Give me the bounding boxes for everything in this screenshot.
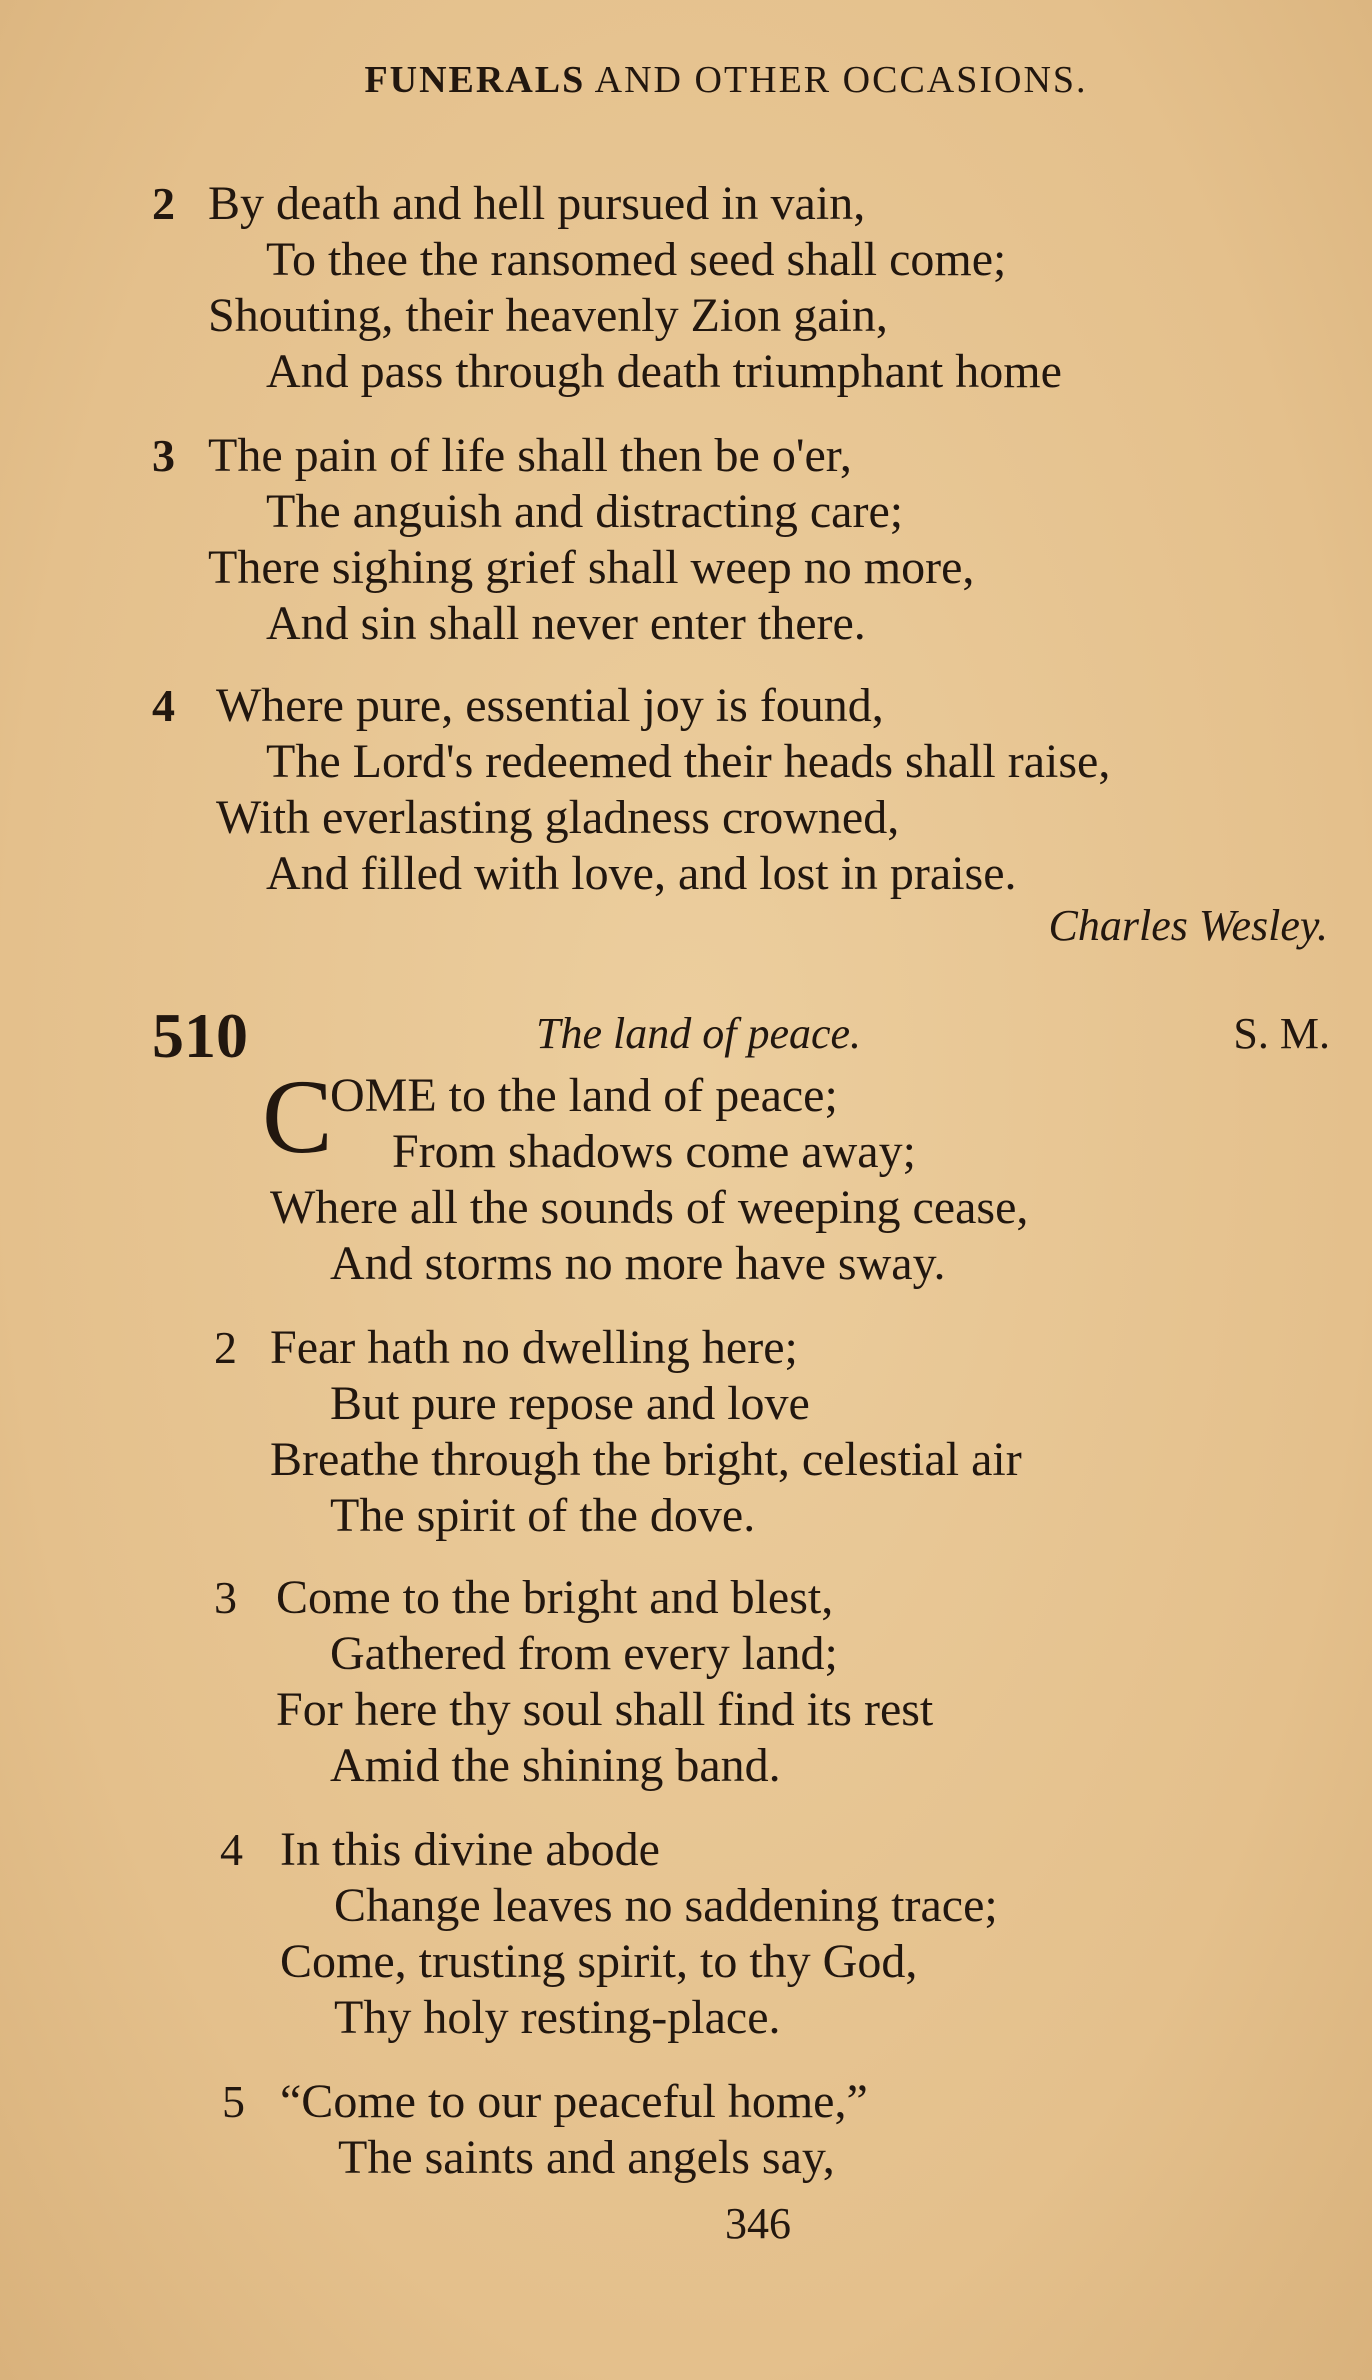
running-header-lead: FUNERALS xyxy=(364,59,586,101)
verse-line: OME to the land of peace; xyxy=(330,1069,838,1122)
running-header xyxy=(0,58,1372,102)
verse-line: For here thy soul shall find its rest xyxy=(276,1683,934,1736)
verse-line: “Come to our peaceful home,” xyxy=(280,2075,868,2128)
verse-line: Gathered from every land; xyxy=(330,1627,838,1680)
running-header-rest: AND OTHER OCCASIONS. xyxy=(585,59,1088,101)
verse-number: 3 xyxy=(152,430,175,481)
verse-number: 3 xyxy=(214,1572,237,1623)
verse-line: And sin shall never enter there. xyxy=(266,597,866,650)
hymn-meter: S. M. xyxy=(1233,1009,1330,1058)
verse-line: Where pure, essential joy is found, xyxy=(216,679,884,732)
verse-number: 4 xyxy=(220,1824,243,1875)
verse-line: In this divine abode xyxy=(280,1823,660,1876)
verse-number: 2 xyxy=(152,178,175,229)
verse-line: Change leaves no saddening trace; xyxy=(334,1879,998,1932)
verse-line: From shadows come away; xyxy=(392,1125,916,1178)
verse-number: 2 xyxy=(214,1322,237,1373)
hymn-number: 510 xyxy=(152,1000,248,1071)
verse-line: The pain of life shall then be o'er, xyxy=(208,429,852,482)
verse-line: Amid the shining band. xyxy=(330,1739,781,1792)
verse-line: By death and hell pursued in vain, xyxy=(208,177,866,230)
verse-line: And pass through death triumphant home xyxy=(266,345,1062,398)
verse-line: To thee the ransomed seed shall come; xyxy=(266,233,1007,286)
verse-number: 4 xyxy=(152,680,175,731)
hymn-author: Charles Wesley. xyxy=(1048,901,1328,950)
verse-line: Breathe through the bright, celestial air xyxy=(270,1433,1022,1486)
drop-cap: C xyxy=(262,1058,333,1175)
verse-line: The Lord's redeemed their heads shall raise, xyxy=(266,735,1111,788)
verse-line: With everlasting gladness crowned, xyxy=(216,791,900,844)
verse-line: The anguish and distracting care; xyxy=(266,485,904,538)
verse-line: Come to the bright and blest, xyxy=(276,1571,834,1624)
verse-line: Shouting, their heavenly Zion gain, xyxy=(208,289,888,342)
verse-line: Come, trusting spirit, to thy God, xyxy=(280,1935,918,1988)
verse-number: 5 xyxy=(222,2076,245,2127)
verse-line: The saints and angels say, xyxy=(338,2131,835,2184)
verse-line: There sighing grief shall weep no more, xyxy=(208,541,975,594)
verse-line: And storms no more have sway. xyxy=(330,1237,946,1290)
page-number: 346 xyxy=(725,2199,791,2248)
verse-line: Where all the sounds of weeping cease, xyxy=(270,1181,1029,1234)
hymn-title: The land of peace. xyxy=(536,1009,862,1058)
verse-line: The spirit of the dove. xyxy=(330,1489,756,1542)
verse-line: But pure repose and love xyxy=(330,1377,810,1430)
verse-line: Fear hath no dwelling here; xyxy=(270,1321,798,1374)
verse-line: Thy holy resting-place. xyxy=(334,1991,781,2044)
verse-line: And filled with love, and lost in praise. xyxy=(266,847,1017,900)
